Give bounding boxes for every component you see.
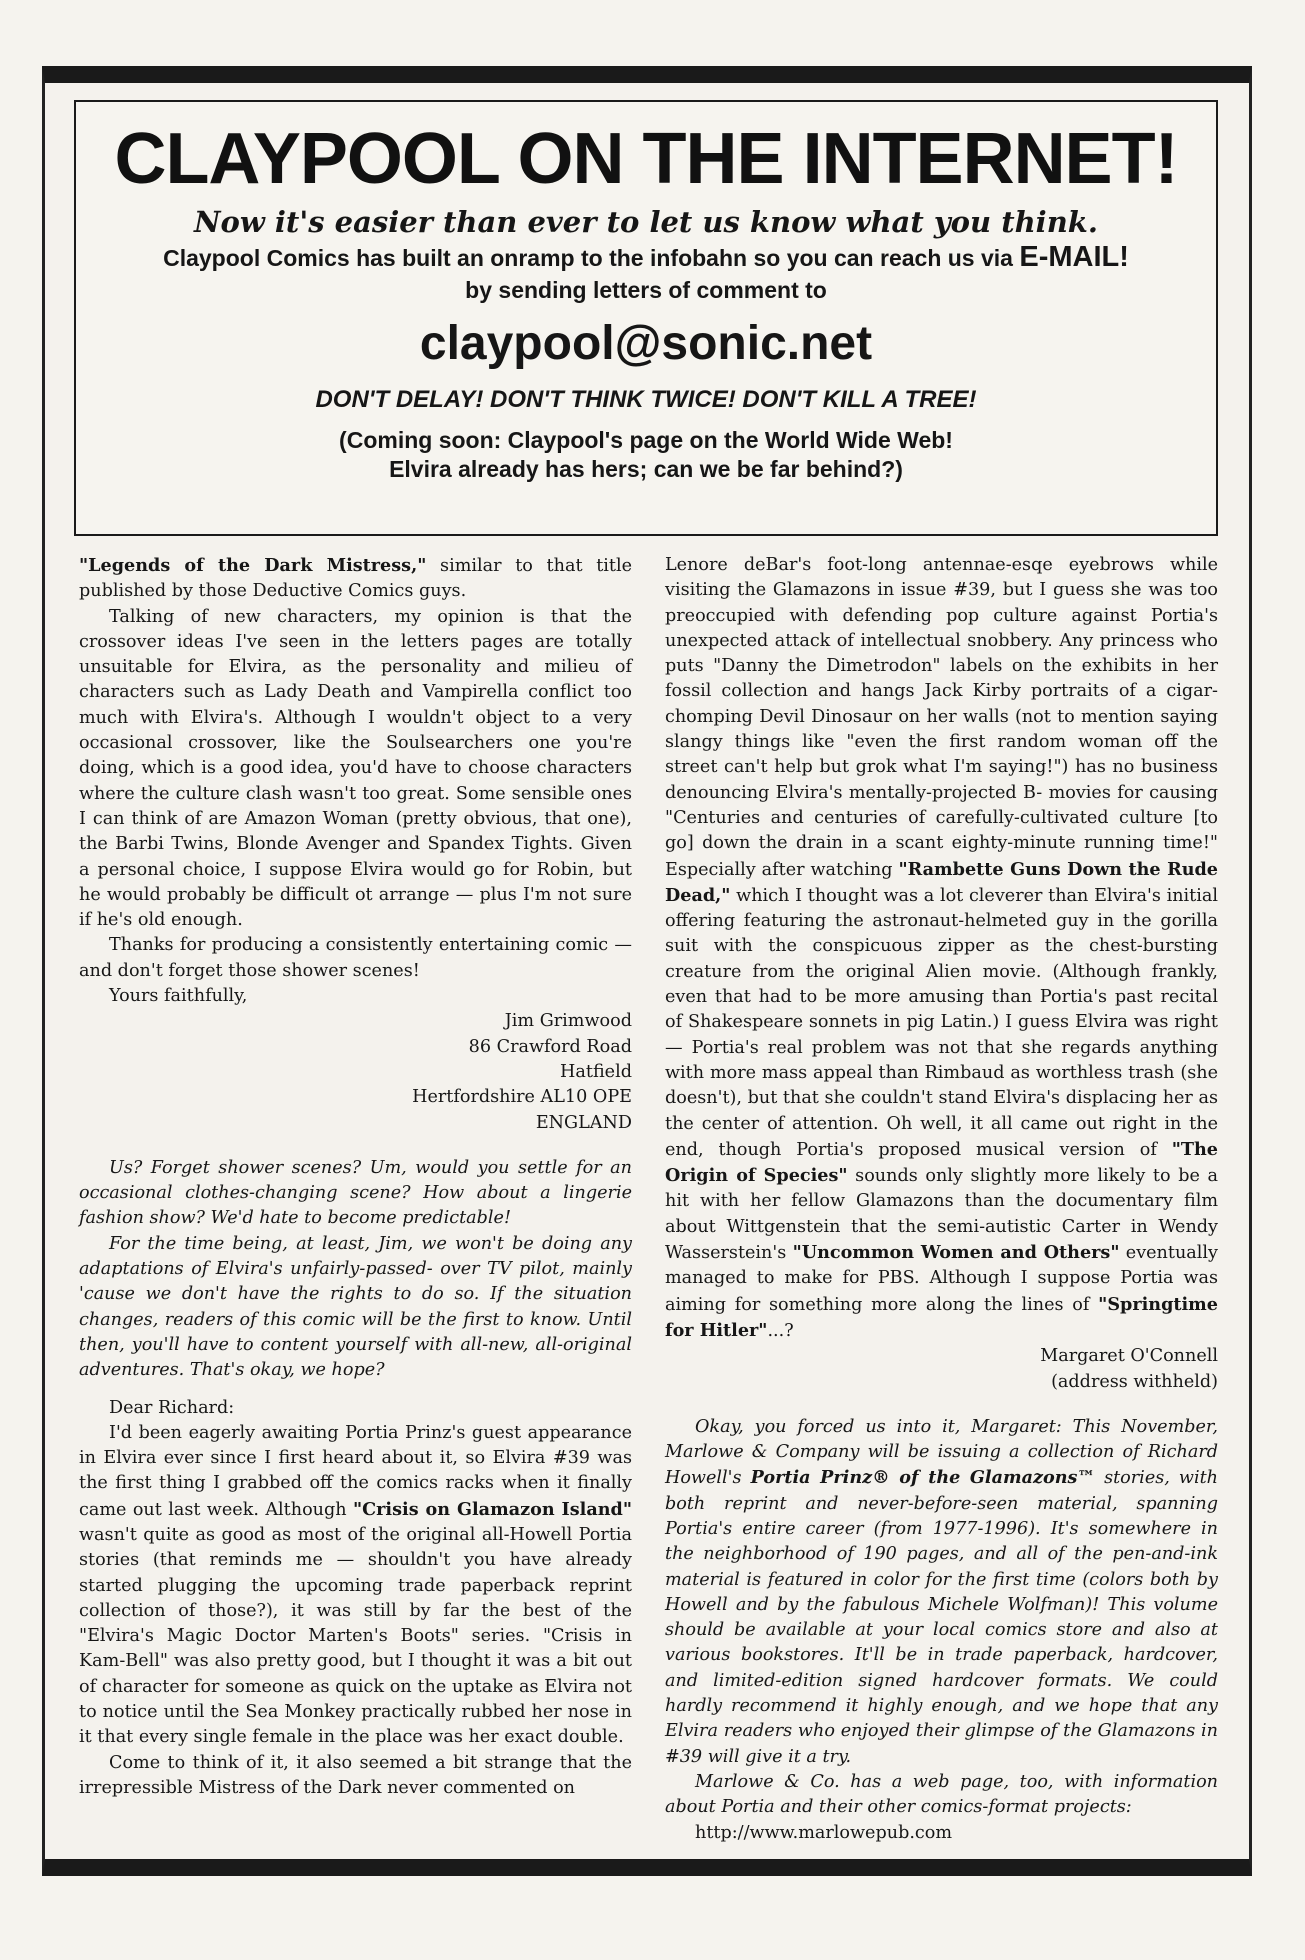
text-run: ...? [767,1320,794,1341]
signature-address: (address withheld) [1051,1371,1218,1392]
text-run: which I thought was a lot cleverer than Elvira's initial offering featuring the astronaut-helmeted guy in the gorilla suit with the conspicuous zipper as the chest-bursting creature from the original Alien movie. (Although frankly, even that had to be more amusing than Portia's past recital of Shakespeare sonnets in pig Latin.) I guess Elvira was right — Portia's real problem was not that she regards anything with more mass appeal than Rimbaud as worthless trash (she doesn't), but that she couldn't stand Elvira's displacing her as the center of attention. Oh well, it all came out right in the end, though Portia's proposed musical version of [665,885,1218,1160]
text-run: I'd been eagerly awaiting Portia Prinz's guest appearance in Elvira ever since I first heard about it, so Elvira #39 was the first thing I grabbed off the comics racks when it finally came out last week. Although [79,1422,632,1520]
letter-paragraph: Come to think of it, it also seemed a bit strange that the irrepressible Mistress of the Dark never commented on [79,1752,632,1798]
letter-paragraph [665,553,1218,1344]
text-run: similar to that title published by those Deductive Comics guys. [79,556,632,602]
bold-title: "Rambette Guns Down the Rude Dead," [665,858,1218,906]
signature-address: Hertfordshire AL10 OPE [412,1087,632,1108]
editor-reply: Marlowe & Co. has a web page, too, with information about Portia and their other comics-format projects: [665,1771,1218,1818]
signature-address: 86 Crawford Road [468,1036,632,1057]
letter-closing: Yours faithfully, [109,986,248,1007]
letter-paragraph [79,1421,632,1751]
left-column [79,553,632,1801]
signature-name: Margaret O'Connell [1040,1346,1218,1367]
announcement-box [74,100,1218,536]
right-column [665,553,1218,1846]
signature-address: ENGLAND [535,1112,632,1133]
letter-paragraph [79,553,632,605]
letter-paragraph: Thanks for producing a consistently entertaining comic — and don't forget those shower scenes! [79,935,632,981]
email-word: E-MAIL! [1019,240,1129,273]
marlowe-url[interactable]: http://www.marlowepub.com [695,1822,953,1843]
editor-reply [665,1415,1218,1770]
bold-title: "Legends of the Dark Mistress," [79,555,427,576]
text-run: Lenore deBar's foot-long antennae-esqe eyebrows while visiting the Glamazons in issue #39, but I guess she was too preoccupied with defending pop culture against Portia's unexpected attack of intellectual snobbery. Any princess who puts "Danny the Dimetrodon" labels on the exhibits in her fossil collection and hangs Jack Kirby portraits of a cigar-chomping Devil Dinosaur on her walls (not to mention saying slangy things like "even the first random woman off the street can't help but grok what I'm saying!") has no business denouncing Elvira's mentally-projected B- movies for causing "Centuries and centuries of carefully-cultivated culture [to go] down the drain in a scant eighty-minute running time!" Especially after watching [665,555,1218,880]
text-run: Okay, you forced us into it, Margaret: This November, Marlowe & Company will be issuing a collection of Richard Howell's [665,1416,1218,1489]
text-run: wasn't quite as good as most of the original all-Howell Portia stories (that reminds me — shouldn't you have already started plugging the upcoming trade paperback reprint collection of those?), it was still by far the best of the "Elvira's Magic Doctor Marten's Boots" series. "Crisis in Kam-Bell" was also pretty good, but I thought it was a bit out of character for someone as quick on the uptake as Elvira not to notice until the Sea Monkey practically rubbed her nose in it that every single female in the place was her exact double. [79,1524,632,1748]
signature-name: Jim Grimwood [504,1011,632,1032]
bold-title: "Crisis on Glamazon Island" [352,1498,633,1520]
letter-salutation: Dear Richard: [109,1397,235,1418]
text-run: eventually managed to make for PBS. Although I suppose Portia was aiming for something more along the lines of [665,1243,1218,1315]
coming-soon-line-1: (Coming soon: Claypool's page on the World Wide Web! [339,426,953,453]
delay-line: DON'T DELAY! DON'T THINK TWICE! DON'T KILL A TREE! [315,385,977,413]
tagline: Now it's easier than ever to let us know what you think. [194,204,1098,239]
text-run: stories, with both reprint and never-before-seen material, spanning Portia's entire career (from 1977-1996). It's somewhere in the neighborhood of 190 pages, and all of the pen-and-ink material is featured in color for the first time (colors both by Howell and by the fabulous Michele Wolfman)! This volume should be available at your local comics store and also at various bookstores. It'll be in trade paperback, hardcover, and limited-edition signed hardcover formats. We could hardly recommend it highly enough, and we hope that any Elvira readers who enjoyed their glimpse of the Glamazons in #39 will give it a try. [665,1468,1218,1767]
coming-soon-line-2: Elvira already has hers; can we be far behind?) [389,456,903,483]
onramp-line [76,239,1216,277]
bold-title: Portia Prinz® of the Glamazons™ [750,1467,1096,1489]
sending-line: by sending letters of comment to [465,277,827,304]
text-run: sounds only slightly more likely to be a hit with her fellow Glamazons than the documentary film about Wittgenstein that the semi-autistic Carter in Wendy Wasserstein's [665,1166,1218,1264]
headline: CLAYPOOL ON THE INTERNET! [114,119,1178,199]
onramp-text: Claypool Comics has built an onramp to the infobahn so you can reach us via [163,244,1020,271]
signature-address: Hatfield [560,1061,632,1082]
email-address[interactable]: claypool@sonic.net [419,317,873,371]
letter-paragraph: Talking of new characters, my opinion is that the crossover ideas I've seen in the letters pages are totally unsuitable for Elvira, as the personality and milieu of characters such as Lady Death and Vampirella conflict too much with Elvira's. Although I wouldn't object to a very occasional crossover, like the Soulsearchers one you're doing, which is a good idea, you'd have to choose characters where the culture clash wasn't too great. Some sensible ones I can think of are Amazon Woman (pretty obvious, that one), the Barbi Twins, Blonde Avenger and Spandex Tights. Given a personal choice, I suppose Elvira would go for Robin, but he would probably be difficult ot arrange — plus I'm not sure if he's old enough. [79,606,632,931]
editor-reply: Us? Forget shower scenes? Um, would you settle for an occasional clothes-changing scene? How about a lingerie fashion show? We'd hate to become predictable! [79,1157,632,1229]
bold-title: "Uncommon Women and Others" [792,1242,1120,1264]
bold-title: "The Origin of Species" [665,1138,1218,1187]
editor-reply: For the time being, at least, Jim, we won't be doing any adaptations of Elvira's unfairly-passed- over TV pilot, mainly 'cause we don't have the rights to do so. If the situation changes, readers of this comic will be the first to know. Until then, you'll have to content yourself with all-new, all-original adventures. That's okay, we hope? [79,1233,632,1381]
bold-title: "Springtime for Hitler" [665,1293,1218,1341]
